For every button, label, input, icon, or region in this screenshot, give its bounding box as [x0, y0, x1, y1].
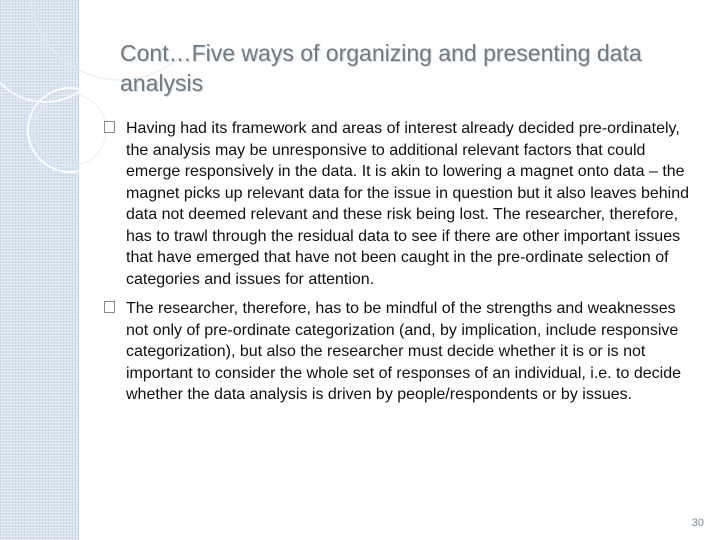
- bullet-box-icon: [104, 301, 115, 313]
- bullet-item: [104, 118, 702, 290]
- page-number: 30: [691, 517, 704, 529]
- bullet-item: [104, 298, 702, 406]
- slide-title: Cont…Five ways of organizing and presenting data analysis: [120, 40, 642, 96]
- bullet-list: [104, 118, 702, 414]
- bullet-text: Having had its framework and areas of interest already decided pre-ordinately, the analysis may be unresponsive to additional relevant factors that could emerge responsively in the data. It is akin to lowering a magnet onto data – the magnet picks up relevant data for the issue in question but it also leaves behind data not deemed relevant and these risk being lost. The researcher, therefore, has to trawl through the residual data to see if there are other important issues that have emerged that have not been caught in the pre-ordinate selection of categories and issues for attention.: [126, 120, 690, 288]
- bullet-text: The researcher, therefore, has to be mindful of the strengths and weaknesses not only of pre-ordinate categorization (and, by implication, include responsive categorization), but also the researcher must decide whether it is or is not important to consider the whole set of responses of an individual, i.e. to decide whether the data analysis is driven by people/respondents or by issues.: [126, 300, 681, 403]
- sidebar-panel: [0, 0, 79, 540]
- bullet-box-icon: [104, 121, 115, 133]
